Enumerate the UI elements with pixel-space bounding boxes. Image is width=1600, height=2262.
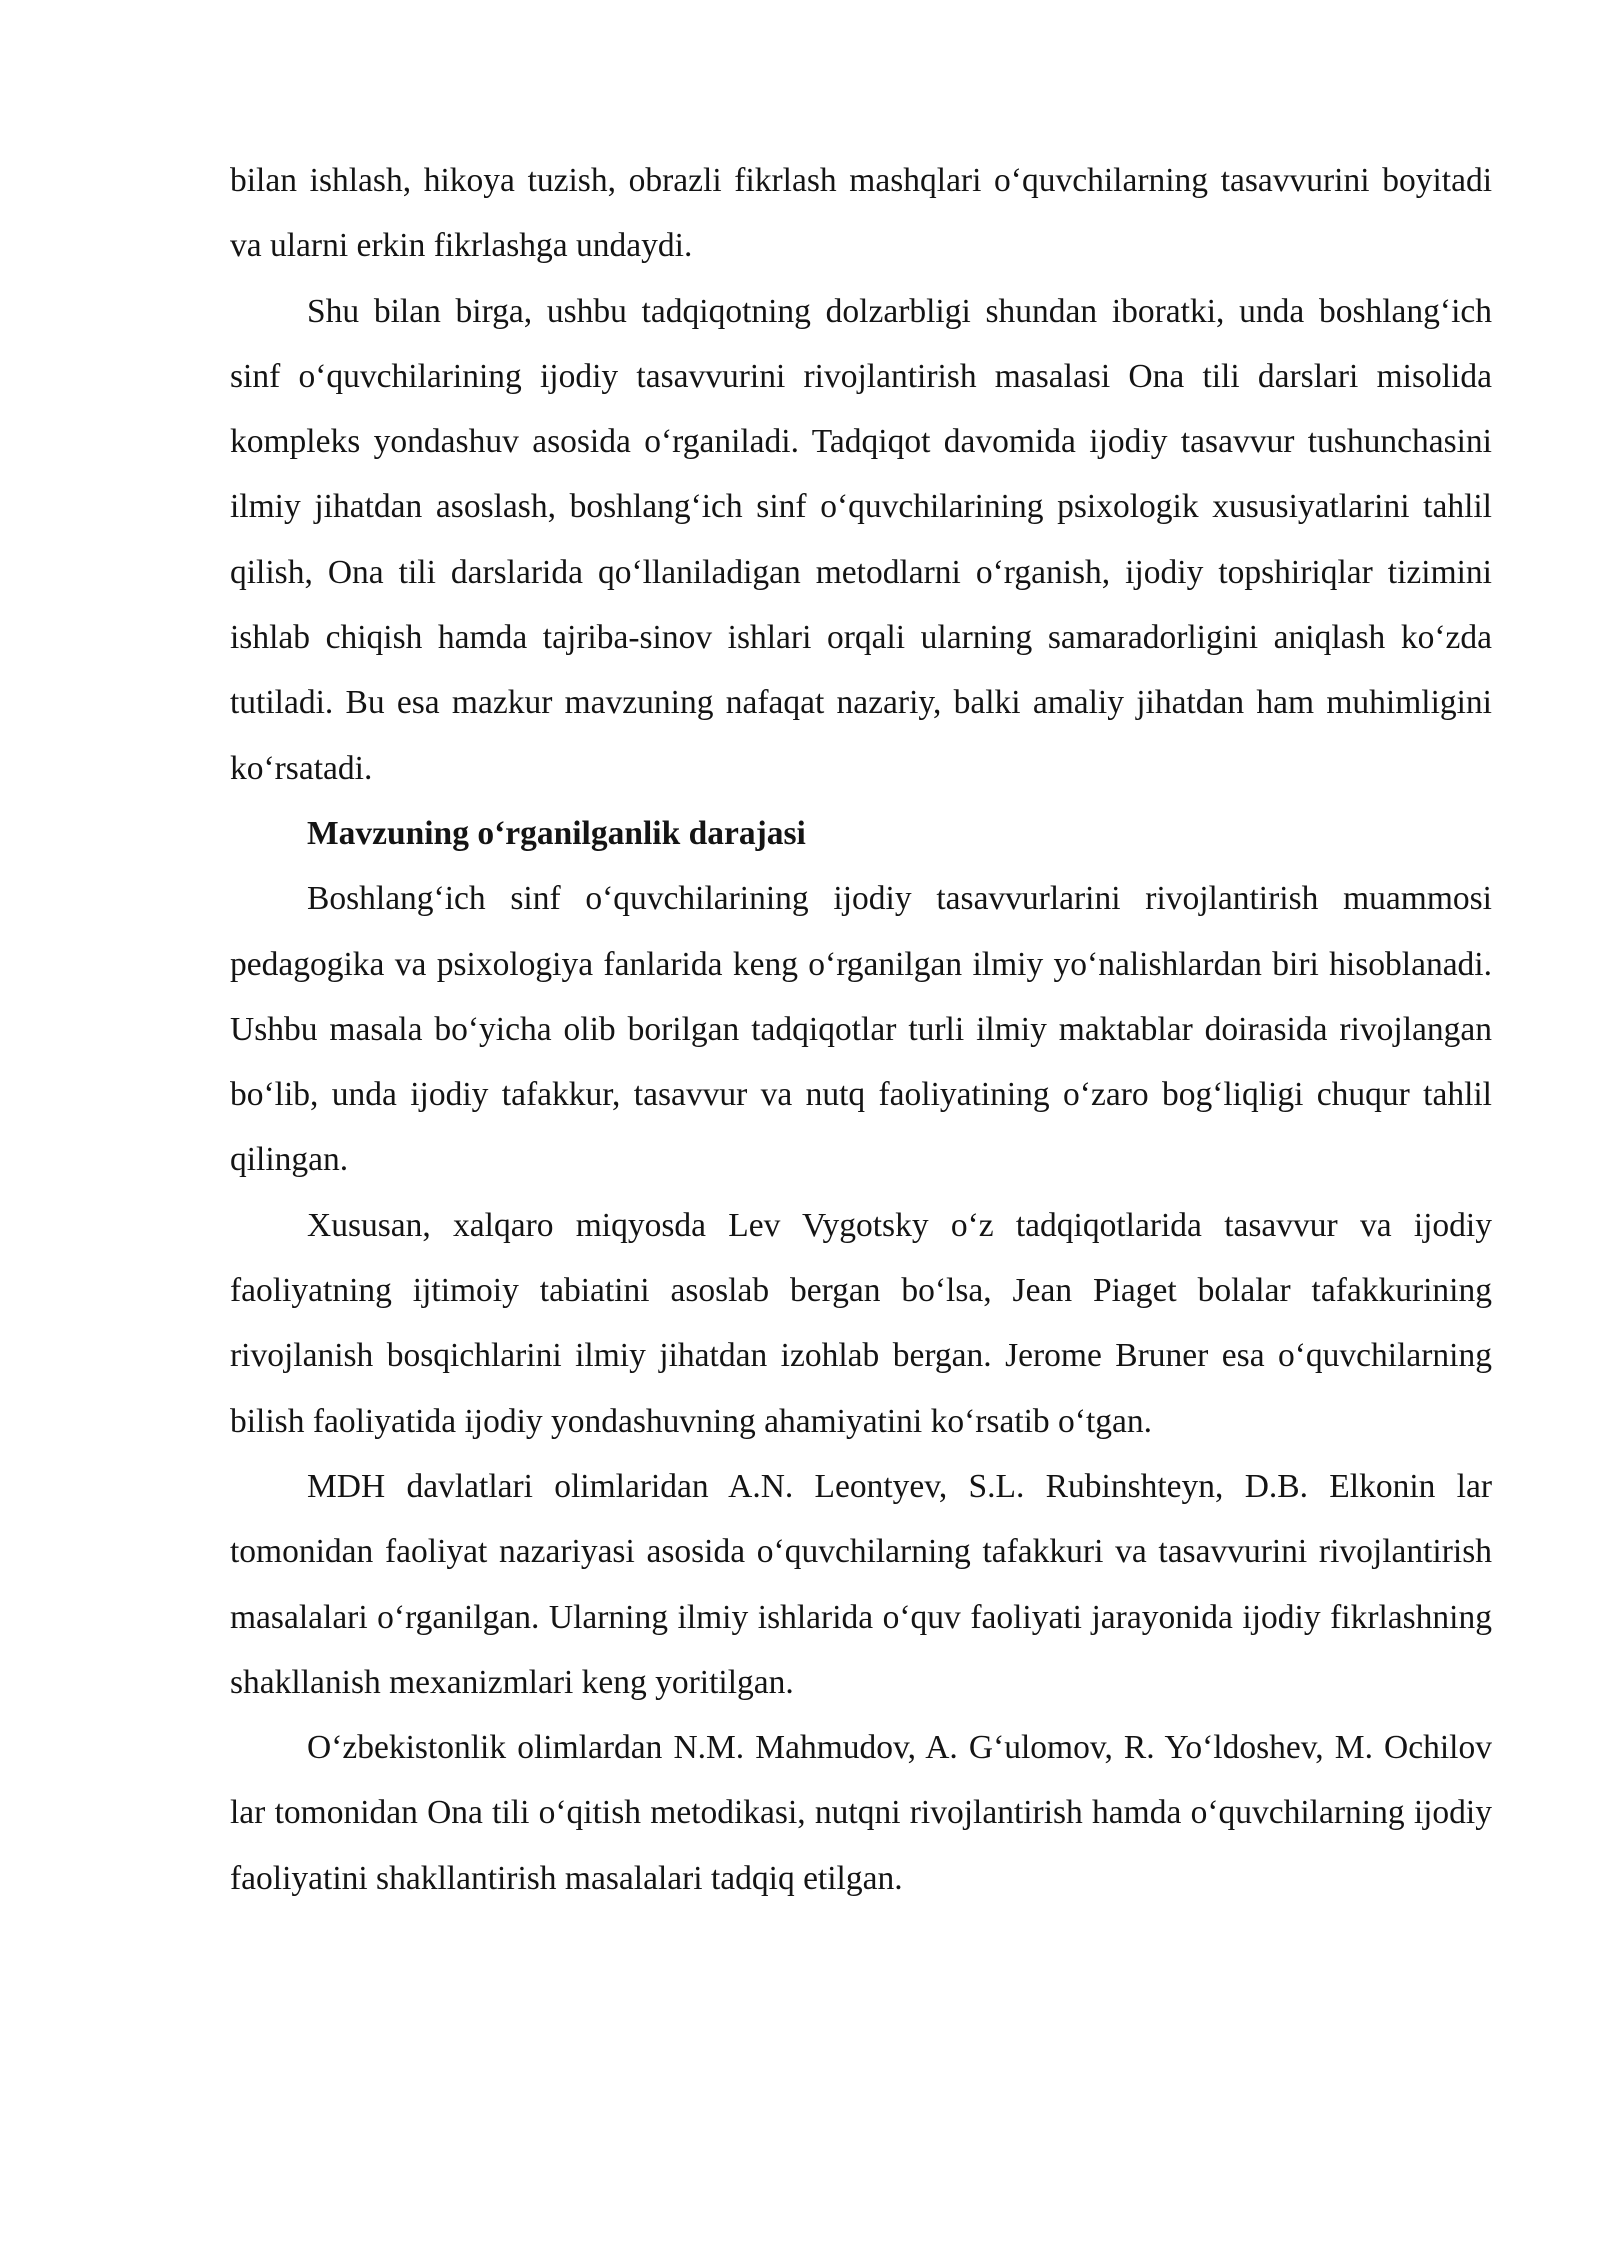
paragraph-uzbek: O‘zbekistonlik olimlardan N.M. Mahmudov, A. G‘ulomov, R. Yo‘ldoshev, M. Ochilov lar tomonidan Ona tili o‘qitish metodikasi, nutqni rivojlantirish hamda o‘quvchilarning ijodiy faoliyatini shakllantirish masalalari tadqiq etilgan. [230,1729,1492,1897]
paragraph-problem: Boshlang‘ich sinf o‘quvchilarining ijodiy tasavvurlarini rivojlantirish muammosi pedagogika va psixologiya fanlarida keng o‘rganilgan ilmiy yo‘nalishlardan biri hisoblanadi. Ushbu masala bo‘yicha olib borilgan tadqiqotlar turli ilmiy maktablar doirasida rivojlangan bo‘lib, unda ijodiy tafakkur, tasavvur va nutq faoliyatining o‘zaro bog‘liqligi chuqur tahlil qilingan. [230,880,1492,1179]
document-body [230,148,1492,1911]
paragraph-continuation: bilan ishlash, hikoya tuzish, obrazli fikrlash mashqlari o‘quvchilarning tasavvurini boyitadi va ularni erkin fikrlashga undaydi. [230,162,1492,265]
paragraph-international: Xususan, xalqaro miqyosda Lev Vygotsky o‘z tadqiqotlarida tasavvur va ijodiy faoliyatning ijtimoiy tabiatini asoslab bergan bo‘lsa, Jean Piaget bolalar tafakkurining rivojlanish bosqichlarini ilmiy jihatdan izohlab bergan. Jerome Bruner esa o‘quvchilarning bilish faoliyatida ijodiy yondashuvning ahamiyatini ko‘rsatib o‘tgan. [230,1206,1492,1440]
paragraph-relevance: Shu bilan birga, ushbu tadqiqotning dolzarbligi shundan iboratki, unda boshlang‘ich sinf o‘quvchilarining ijodiy tasavvurini rivojlantirish masalasi Ona tili darslari misolida kompleks yondashuv asosida o‘rganiladi. Tadqiqot davomida ijodiy tasavvur tushunchasini ilmiy jihatdan asoslash, boshlang‘ich sinf o‘quvchilarining psixologik xususiyatlarini tahlil qilish, Ona tili darslarida qo‘llaniladigan metodlarni o‘rganish, ijodiy topshiriqlar tizimini ishlab chiqish hamda tajriba-sinov ishlari orqali ularning samaradorligini aniqlash ko‘zda tutiladi. Bu esa mazkur mavzuning nafaqat nazariy, balki amaliy jihatdan ham muhimligini ko‘rsatadi. [230,292,1492,787]
section-heading: Mavzuning o‘rganilganlik darajasi [307,814,806,852]
paragraph-cis: MDH davlatlari olimlaridan A.N. Leontyev, S.L. Rubinshteyn, D.B. Elkonin lar tomonidan faoliyat nazariyasi asosida o‘quvchilarning tafakkuri va tasavvurini rivojlantirish masalalari o‘rganilgan. Ularning ilmiy ishlarida o‘quv faoliyati jarayonida ijodiy fikrlashning shakllanish mexanizmlari keng yoritilgan. [230,1467,1492,1701]
